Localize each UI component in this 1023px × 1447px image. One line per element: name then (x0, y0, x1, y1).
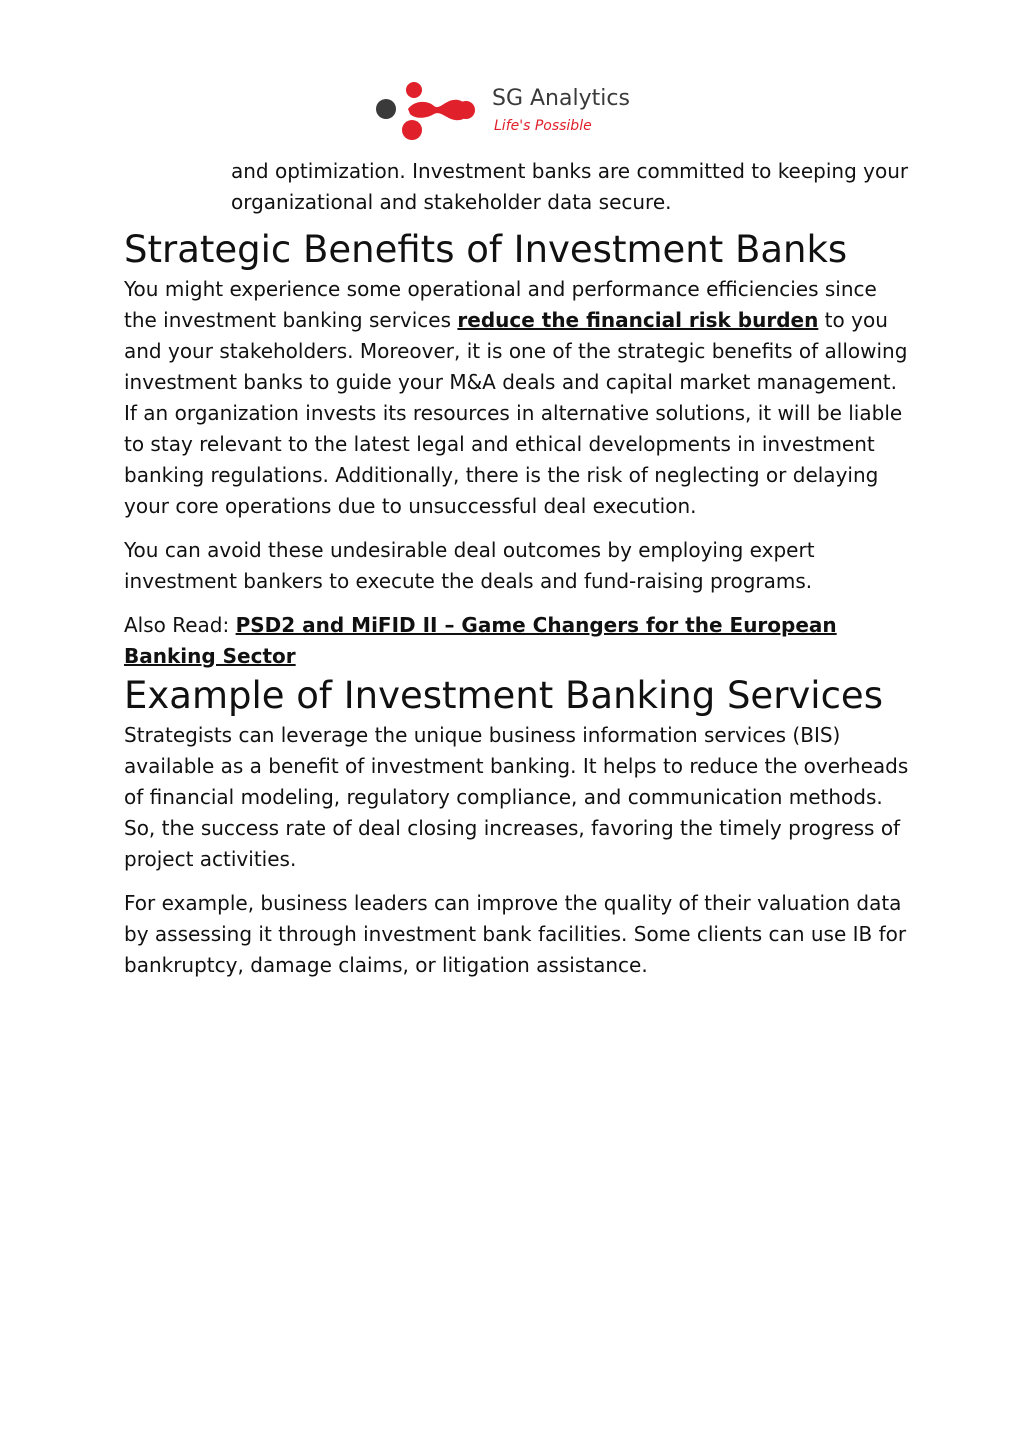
section-heading-strategic-benefits: Strategic Benefits of Investment Banks (124, 228, 848, 271)
paragraph-benefits-3: You can avoid these undesirable deal outcomes by employing expert investment bankers to execute the deals and fund-raising programs. (124, 538, 815, 593)
paragraph-example-1: Strategists can leverage the unique business information services (BIS) available as a benefit of investment banking. It helps to reduce the overheads of financial modeling, regulatory compliance, and communication methods. So, the success rate of deal closing increases, favoring the timely progress of project activities. (124, 723, 909, 871)
risk-burden-link[interactable]: reduce the financial risk burden (457, 308, 819, 332)
also-read (124, 610, 914, 672)
logo-name: SG Analytics (492, 86, 630, 111)
logo-mark-icon (374, 78, 486, 148)
paragraph-example-2: For example, business leaders can improve the quality of their valuation data by assessing it through investment bank facilities. Some clients can use IB for bankruptcy, damage claims, or litigation assistance. (124, 891, 907, 977)
sg-analytics-logo (374, 78, 674, 148)
paragraph-benefits-1 (124, 274, 914, 398)
section-heading-example: Example of Investment Banking Services (124, 674, 883, 717)
also-read-label: Also Read: (124, 613, 236, 637)
also-read-link[interactable]: PSD2 and MiFID II – Game Changers for the European Banking Sector (124, 613, 837, 668)
intro-paragraph: and optimization. Investment banks are committed to keeping your organizational and stakeholder data secure. (231, 159, 909, 214)
document-body (124, 156, 914, 981)
paragraph-text: to you and your stakeholders. Moreover, it is one of the strategic benefits of allowing investment banks to guide your M&A deals and capital market management. (124, 308, 908, 394)
logo-tagline: Life's Possible (494, 118, 592, 134)
paragraph-benefits-2: If an organization invests its resources in alternative solutions, it will be liable to stay relevant to the latest legal and ethical developments in investment banking regulations. Additionally, there is the risk of neglecting or delaying your core operations due to unsuccessful deal execution. (124, 401, 903, 518)
paragraph-text: You might experience some operational and performance efficiencies since the investment banking services (124, 277, 877, 332)
